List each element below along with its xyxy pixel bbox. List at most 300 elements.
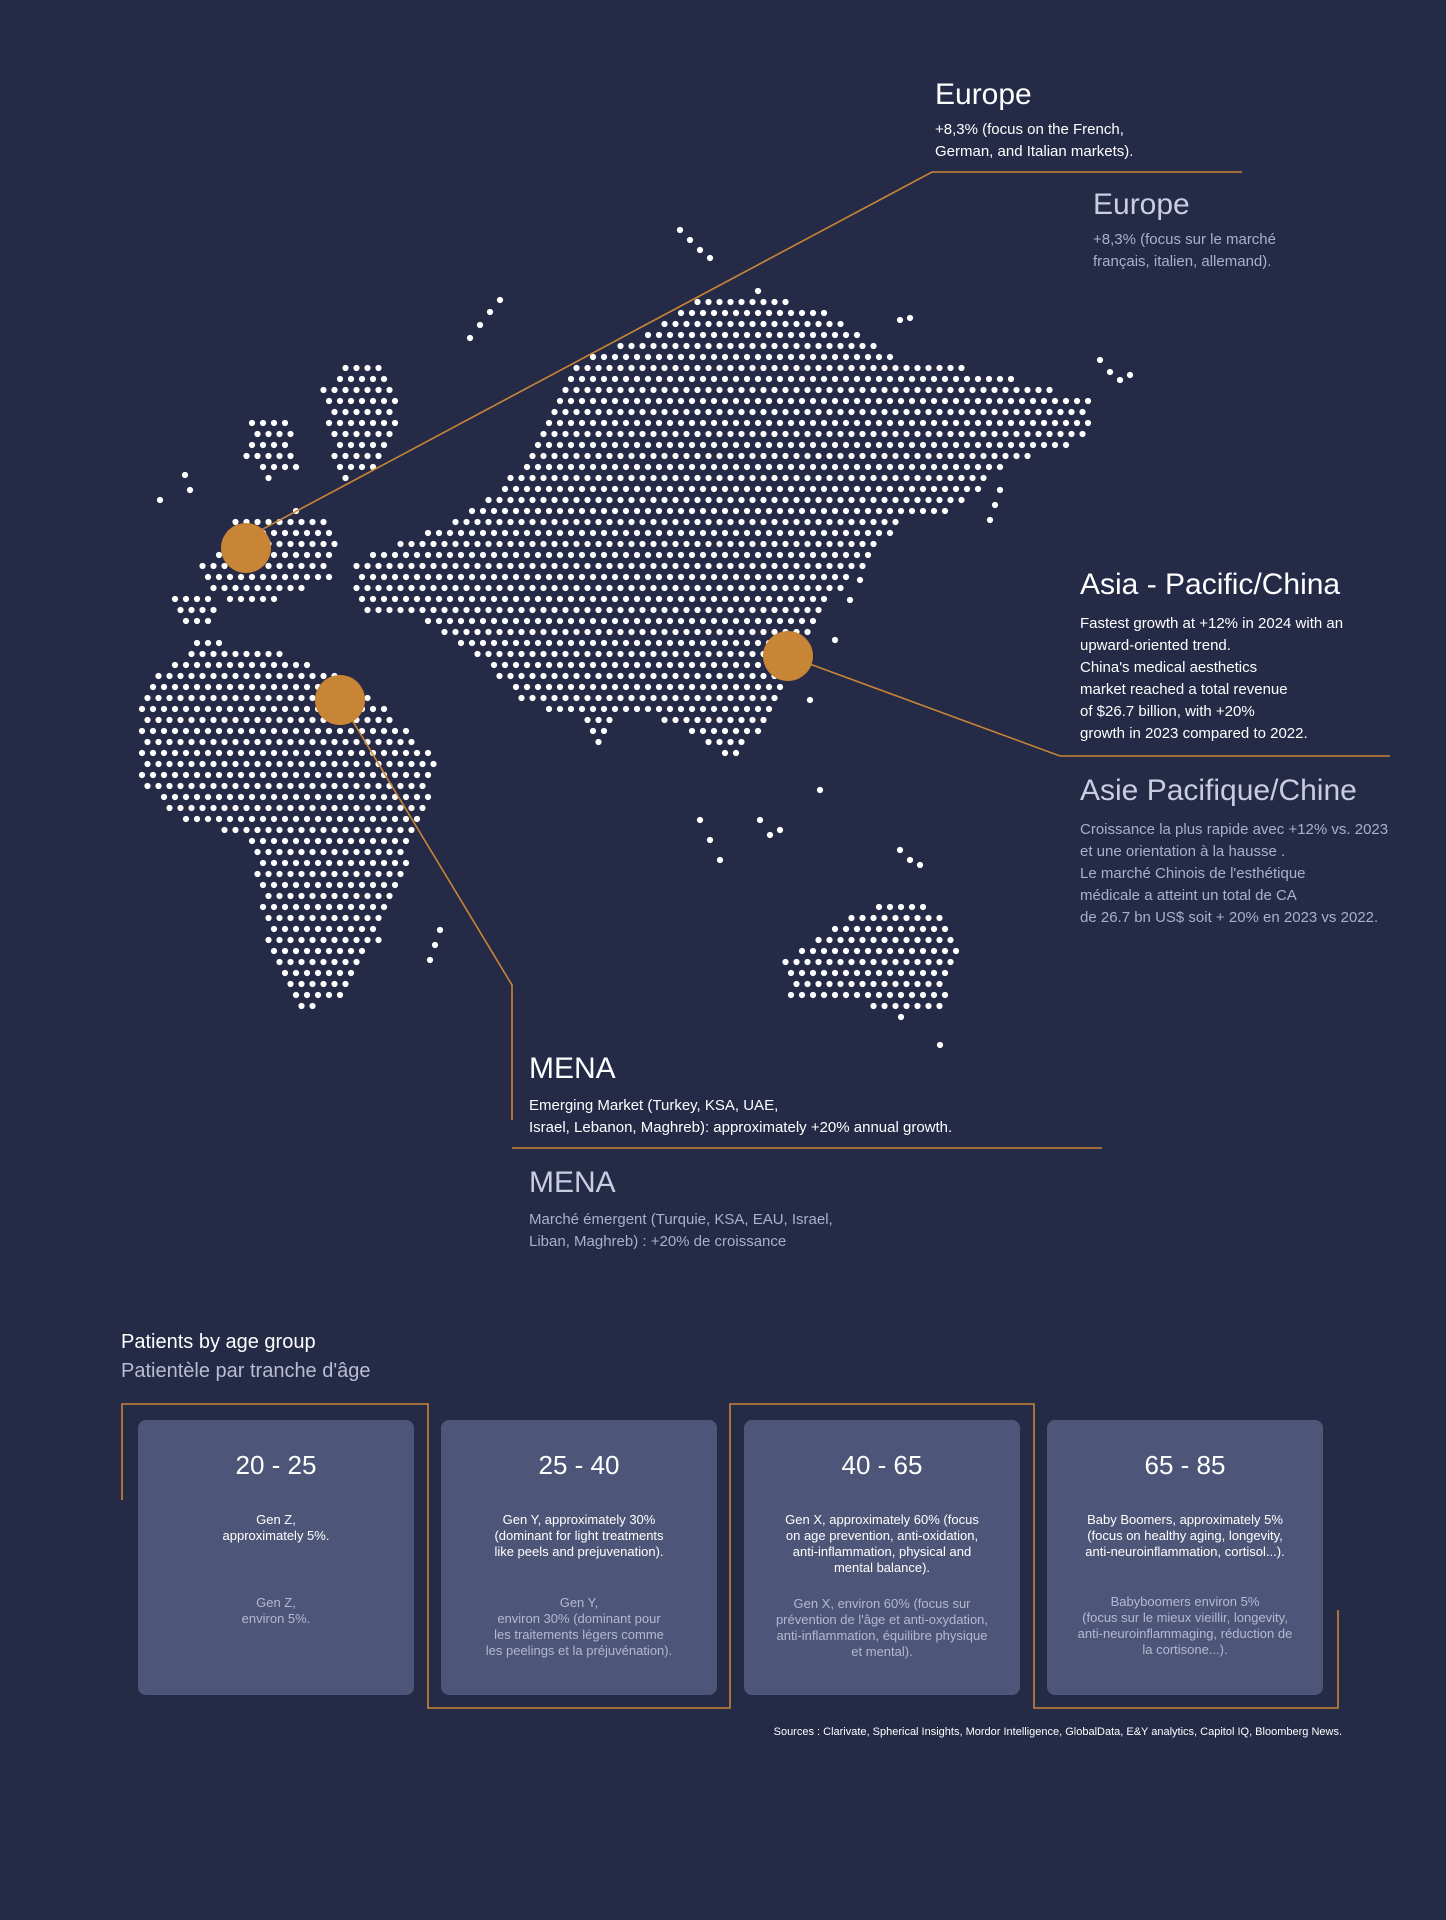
age-section-title-fr: Patientèle par tranche d'âge (121, 1360, 371, 1382)
map-dot (535, 552, 541, 558)
map-dot (1068, 409, 1074, 415)
map-dot (276, 915, 282, 921)
map-dot (331, 431, 337, 437)
map-dot (172, 706, 178, 712)
map-dot (551, 673, 557, 679)
mena-block-en (529, 1052, 952, 1139)
map-dot (353, 805, 359, 811)
map-dot (507, 519, 513, 525)
map-dot (540, 563, 546, 569)
map-dot (705, 321, 711, 327)
map-dot (947, 959, 953, 965)
map-dot (700, 640, 706, 646)
map-dot (672, 563, 678, 569)
map-dot (216, 684, 222, 690)
map-dot (766, 442, 772, 448)
map-dot (766, 354, 772, 360)
map-dot (876, 530, 882, 536)
map-dot (546, 486, 552, 492)
map-dot (793, 981, 799, 987)
map-dot (711, 398, 717, 404)
map-dot (287, 937, 293, 943)
map-dot (667, 442, 673, 448)
map-dot (293, 992, 299, 998)
map-dot (359, 772, 365, 778)
map-dot (337, 970, 343, 976)
map-dot (1013, 409, 1019, 415)
map-dot (485, 651, 491, 657)
map-dot (452, 629, 458, 635)
map-dot (689, 376, 695, 382)
map-dot (953, 948, 959, 954)
map-dot (232, 783, 238, 789)
map-dot (216, 662, 222, 668)
map-dot (573, 541, 579, 547)
map-dot (309, 981, 315, 987)
map-dot (513, 486, 519, 492)
map-dot (843, 530, 849, 536)
age-desc-en: Gen Z, approximately 5%. (222, 1512, 330, 1543)
map-dot (447, 596, 453, 602)
map-dot (870, 915, 876, 921)
map-dot (480, 596, 486, 602)
map-dot (265, 871, 271, 877)
map-dot (469, 530, 475, 536)
map-dot (865, 530, 871, 536)
map-dot (271, 926, 277, 932)
map-dot (315, 530, 321, 536)
map-dot (265, 563, 271, 569)
map-dot (221, 783, 227, 789)
map-dot (612, 530, 618, 536)
map-dot (161, 794, 167, 800)
map-dot (617, 343, 623, 349)
map-dot (403, 750, 409, 756)
map-dot (694, 563, 700, 569)
map-dot (854, 486, 860, 492)
map-dot (837, 937, 843, 943)
map-dot (144, 783, 150, 789)
map-dot (194, 728, 200, 734)
map-dot (733, 354, 739, 360)
map-dot (733, 596, 739, 602)
map-dot (590, 508, 596, 514)
map-dot (293, 926, 299, 932)
map-dot (469, 640, 475, 646)
map-dot (232, 585, 238, 591)
map-dot (375, 365, 381, 371)
map-dot (766, 376, 772, 382)
map-dot (590, 596, 596, 602)
map-dot (694, 629, 700, 635)
map-dot (738, 519, 744, 525)
map-dot (749, 365, 755, 371)
map-dot (975, 398, 981, 404)
map-dot (683, 673, 689, 679)
map-dot (749, 673, 755, 679)
map-dot (623, 596, 629, 602)
map-dot (661, 453, 667, 459)
map-dot (667, 640, 673, 646)
map-dot (755, 706, 761, 712)
map-dot (854, 420, 860, 426)
map-dot (804, 365, 810, 371)
map-dot (694, 585, 700, 591)
age-desc-fr: Gen X, environ 60% (focus sur prévention de l'âge et anti-oxydation, anti-inflammation, équilibre physique et mental). (775, 1596, 989, 1659)
map-dot (815, 497, 821, 503)
map-dot (881, 431, 887, 437)
map-dot (1063, 398, 1069, 404)
map-dot (914, 981, 920, 987)
map-dot (744, 332, 750, 338)
island-dot (767, 832, 773, 838)
map-dot (287, 585, 293, 591)
map-dot (749, 299, 755, 305)
map-dot (678, 420, 684, 426)
map-dot (392, 772, 398, 778)
map-dot (309, 893, 315, 899)
map-dot (799, 552, 805, 558)
map-dot (430, 541, 436, 547)
map-dot (568, 398, 574, 404)
map-dot (282, 420, 288, 426)
mena-title-en: MENA (529, 1052, 616, 1085)
map-dot (260, 794, 266, 800)
map-dot (705, 409, 711, 415)
map-dot (309, 805, 315, 811)
map-dot (848, 475, 854, 481)
map-dot (238, 574, 244, 580)
map-dot (337, 442, 343, 448)
map-dot (909, 992, 915, 998)
map-dot (469, 552, 475, 558)
map-dot (892, 1003, 898, 1009)
map-dot (155, 783, 161, 789)
map-dot (617, 541, 623, 547)
map-dot (309, 761, 315, 767)
map-dot (210, 563, 216, 569)
map-dot (199, 717, 205, 723)
map-dot (188, 607, 194, 613)
map-dot (491, 640, 497, 646)
map-dot (254, 695, 260, 701)
map-dot (595, 607, 601, 613)
map-dot (799, 486, 805, 492)
island-dot (1127, 372, 1133, 378)
map-dot (760, 431, 766, 437)
map-dot (876, 926, 882, 932)
mena-block-fr (529, 1166, 833, 1253)
island-dot (992, 502, 998, 508)
map-dot (887, 420, 893, 426)
map-dot (392, 816, 398, 822)
map-dot (348, 838, 354, 844)
age-section-title-en: Patients by age group (121, 1331, 316, 1353)
map-dot (870, 365, 876, 371)
map-dot (282, 772, 288, 778)
map-dot (518, 519, 524, 525)
map-dot (771, 541, 777, 547)
map-dot (606, 365, 612, 371)
map-dot (161, 728, 167, 734)
map-dot (694, 431, 700, 437)
island-dot (807, 697, 813, 703)
map-dot (865, 442, 871, 448)
map-dot (183, 816, 189, 822)
map-dot (546, 596, 552, 602)
map-dot (419, 585, 425, 591)
map-dot (837, 585, 843, 591)
map-dot (639, 541, 645, 547)
map-dot (276, 827, 282, 833)
map-dot (947, 409, 953, 415)
map-dot (700, 332, 706, 338)
map-dot (188, 651, 194, 657)
map-dot (590, 706, 596, 712)
map-dot (447, 574, 453, 580)
map-dot (975, 486, 981, 492)
map-dot (936, 387, 942, 393)
map-dot (199, 805, 205, 811)
map-dot (942, 420, 948, 426)
map-dot (590, 420, 596, 426)
map-dot (194, 750, 200, 756)
map-dot (337, 398, 343, 404)
map-dot (601, 442, 607, 448)
mena-text-fr: Marché émergent (Turquie, KSA, EAU, Israel, Liban, Maghreb) : +20% de croissance (529, 1211, 833, 1250)
map-dot (249, 596, 255, 602)
map-dot (403, 728, 409, 734)
map-dot (293, 728, 299, 734)
map-dot (238, 816, 244, 822)
map-dot (595, 519, 601, 525)
map-dot (381, 398, 387, 404)
map-dot (865, 992, 871, 998)
map-dot (375, 915, 381, 921)
map-dot (551, 585, 557, 591)
map-dot (326, 728, 332, 734)
map-dot (535, 508, 541, 514)
map-dot (859, 497, 865, 503)
map-dot (694, 717, 700, 723)
map-dot (458, 530, 464, 536)
map-dot (359, 948, 365, 954)
map-dot (826, 453, 832, 459)
map-dot (568, 640, 574, 646)
map-dot (689, 684, 695, 690)
map-dot (221, 827, 227, 833)
map-dot (672, 475, 678, 481)
map-dot (925, 937, 931, 943)
map-dot (683, 629, 689, 635)
map-dot (304, 706, 310, 712)
map-dot (562, 673, 568, 679)
map-dot (645, 618, 651, 624)
map-dot (821, 552, 827, 558)
map-dot (463, 563, 469, 569)
map-dot (397, 761, 403, 767)
map-dot (936, 915, 942, 921)
map-dot (777, 486, 783, 492)
map-dot (870, 431, 876, 437)
map-dot (276, 453, 282, 459)
map-dot (326, 992, 332, 998)
map-dot (771, 343, 777, 349)
map-dot (964, 420, 970, 426)
map-dot (238, 772, 244, 778)
map-dot (810, 464, 816, 470)
map-dot (711, 442, 717, 448)
map-dot (744, 398, 750, 404)
map-dot (590, 684, 596, 690)
map-dot (177, 717, 183, 723)
map-dot (672, 651, 678, 657)
map-dot (716, 431, 722, 437)
map-dot (876, 508, 882, 514)
map-dot (386, 893, 392, 899)
map-dot (232, 651, 238, 657)
map-dot (139, 750, 145, 756)
map-dot (216, 750, 222, 756)
island-dot (832, 637, 838, 643)
map-dot (320, 959, 326, 965)
map-dot (925, 431, 931, 437)
map-dot (876, 354, 882, 360)
map-dot (760, 387, 766, 393)
map-dot (254, 519, 260, 525)
map-dot (287, 871, 293, 877)
map-dot (997, 376, 1003, 382)
map-dot (282, 926, 288, 932)
map-dot (573, 607, 579, 613)
map-dot (381, 552, 387, 558)
map-dot (843, 948, 849, 954)
map-dot (1035, 387, 1041, 393)
map-dot (672, 519, 678, 525)
island-dot (907, 315, 913, 321)
map-dot (1024, 431, 1030, 437)
map-dot (832, 486, 838, 492)
map-dot (991, 409, 997, 415)
map-dot (320, 871, 326, 877)
map-dot (298, 893, 304, 899)
map-dot (485, 607, 491, 613)
map-dot (645, 332, 651, 338)
map-dot (342, 849, 348, 855)
map-dot (216, 772, 222, 778)
map-dot (634, 552, 640, 558)
island-dot (187, 487, 193, 493)
map-dot (881, 1003, 887, 1009)
map-dot (804, 981, 810, 987)
map-dot (221, 673, 227, 679)
map-dot (672, 453, 678, 459)
map-dot (760, 607, 766, 613)
map-dot (832, 552, 838, 558)
map-dot (276, 761, 282, 767)
map-dot (623, 464, 629, 470)
map-dot (859, 387, 865, 393)
map-dot (892, 915, 898, 921)
map-dot (1035, 409, 1041, 415)
map-dot (562, 607, 568, 613)
map-dot (353, 827, 359, 833)
map-dot (502, 618, 508, 624)
map-dot (304, 882, 310, 888)
map-dot (782, 475, 788, 481)
map-dot (821, 464, 827, 470)
map-dot (799, 332, 805, 338)
map-dot (529, 475, 535, 481)
map-dot (480, 530, 486, 536)
map-dot (194, 706, 200, 712)
map-dot (821, 970, 827, 976)
island-dot (427, 957, 433, 963)
map-dot (683, 431, 689, 437)
map-dot (914, 409, 920, 415)
map-dot (645, 354, 651, 360)
map-dot (243, 695, 249, 701)
map-dot (150, 684, 156, 690)
map-dot (903, 431, 909, 437)
map-dot (403, 596, 409, 602)
map-dot (584, 629, 590, 635)
map-dot (870, 387, 876, 393)
map-dot (194, 816, 200, 822)
map-dot (419, 805, 425, 811)
map-dot (183, 728, 189, 734)
map-dot (953, 420, 959, 426)
map-dot (210, 805, 216, 811)
map-dot (254, 827, 260, 833)
map-dot (645, 640, 651, 646)
map-dot (315, 882, 321, 888)
map-dot (414, 750, 420, 756)
map-dot (590, 442, 596, 448)
map-dot (661, 475, 667, 481)
map-dot (359, 882, 365, 888)
map-dot (1052, 442, 1058, 448)
map-dot (788, 354, 794, 360)
map-dot (419, 607, 425, 613)
map-dot (562, 563, 568, 569)
map-dot (788, 420, 794, 426)
island-dot (847, 597, 853, 603)
map-dot (738, 409, 744, 415)
map-dot (139, 772, 145, 778)
map-dot (892, 431, 898, 437)
map-dot (749, 343, 755, 349)
map-dot (364, 607, 370, 613)
map-dot (612, 618, 618, 624)
map-dot (348, 926, 354, 932)
map-dot (667, 376, 673, 382)
map-dot (975, 464, 981, 470)
map-dot (287, 673, 293, 679)
map-dot (848, 563, 854, 569)
map-dot (645, 464, 651, 470)
map-dot (903, 915, 909, 921)
map-dot (936, 959, 942, 965)
map-dot (232, 761, 238, 767)
map-dot (854, 398, 860, 404)
map-dot (722, 640, 728, 646)
map-dot (892, 937, 898, 943)
map-dot (293, 838, 299, 844)
map-dot (997, 420, 1003, 426)
map-dot (502, 596, 508, 602)
map-dot (782, 585, 788, 591)
